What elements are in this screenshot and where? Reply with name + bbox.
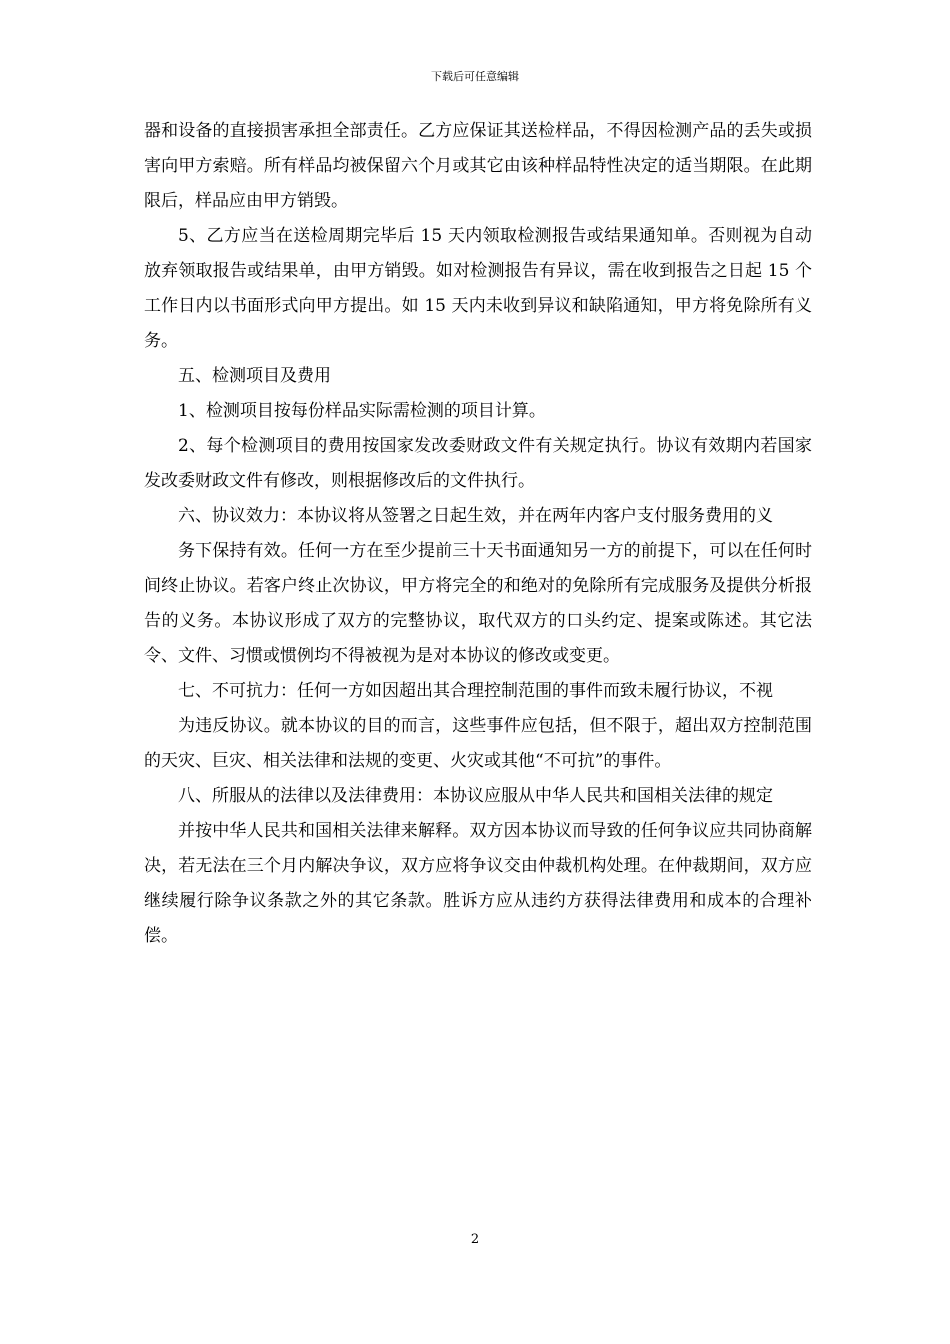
document-body xyxy=(144,114,812,954)
section-heading: 五、检测项目及费用 xyxy=(178,366,331,386)
paragraph: 八、所服从的法律以及法律费用：本协议应服从中华人民共和国相关法律的规定 xyxy=(178,786,773,806)
paragraph: 2、每个检测项目的费用按国家发改委财政文件有关规定执行。协议有效期内若国家发改委财政文件有修改，则根据修改后的文件执行。 xyxy=(144,436,812,491)
paragraph: 并按中华人民共和国相关法律来解释。双方因本协议而导致的任何争议应共同协商解决，若无法在三个月内解决争议，双方应将争议交由仲裁机构处理。在仲裁期间，双方应继续履行除争议条款之外的其它条款。胜诉方应从违约方获得法律费用和成本的合理补偿。 xyxy=(144,821,812,946)
page-number: 2 xyxy=(470,1232,480,1247)
paragraph: 器和设备的直接损害承担全部责任。乙方应保证其送检样品，不得因检测产品的丢失或损害向甲方索赔。所有样品均被保留六个月或其它由该种样品特性决定的适当期限。在此期限后，样品应由甲方销毁。 xyxy=(144,121,812,211)
paragraph: 1、检测项目按每份样品实际需检测的项目计算。 xyxy=(178,401,546,421)
paragraph: 为违反协议。就本协议的目的而言，这些事件应包括，但不限于，超出双方控制范围的天灾、巨灾、相关法律和法规的变更、火灾或其他“不可抗”的事件。 xyxy=(144,716,812,771)
paragraph: 七、不可抗力：任何一方如因超出其合理控制范围的事件而致未履行协议，不视 xyxy=(178,681,773,701)
paragraph: 5、乙方应当在送检周期完毕后 15 天内领取检测报告或结果通知单。否则视为自动放弃领取报告或结果单，由甲方销毁。如对检测报告有异议，需在收到报告之日起 15 个工作日内以书面形式向甲方提出。如 15 天内未收到异议和缺陷通知，甲方将免除所有义务。 xyxy=(144,226,812,351)
paragraph: 务下保持有效。任何一方在至少提前三十天书面通知另一方的前提下，可以在任何时间终止协议。若客户终止次协议，甲方将完全的和绝对的免除所有完成服务及提供分析报告的义务。本协议形成了双方的完整协议，取代双方的口头约定、提案或陈述。其它法令、文件、习惯或惯例均不得被视为是对本协议的修改或变更。 xyxy=(144,541,812,666)
paragraph: 六、协议效力：本协议将从签署之日起生效，并在两年内客户支付服务费用的义 xyxy=(178,506,773,526)
page-header: 下载后可任意编辑 xyxy=(431,70,519,83)
